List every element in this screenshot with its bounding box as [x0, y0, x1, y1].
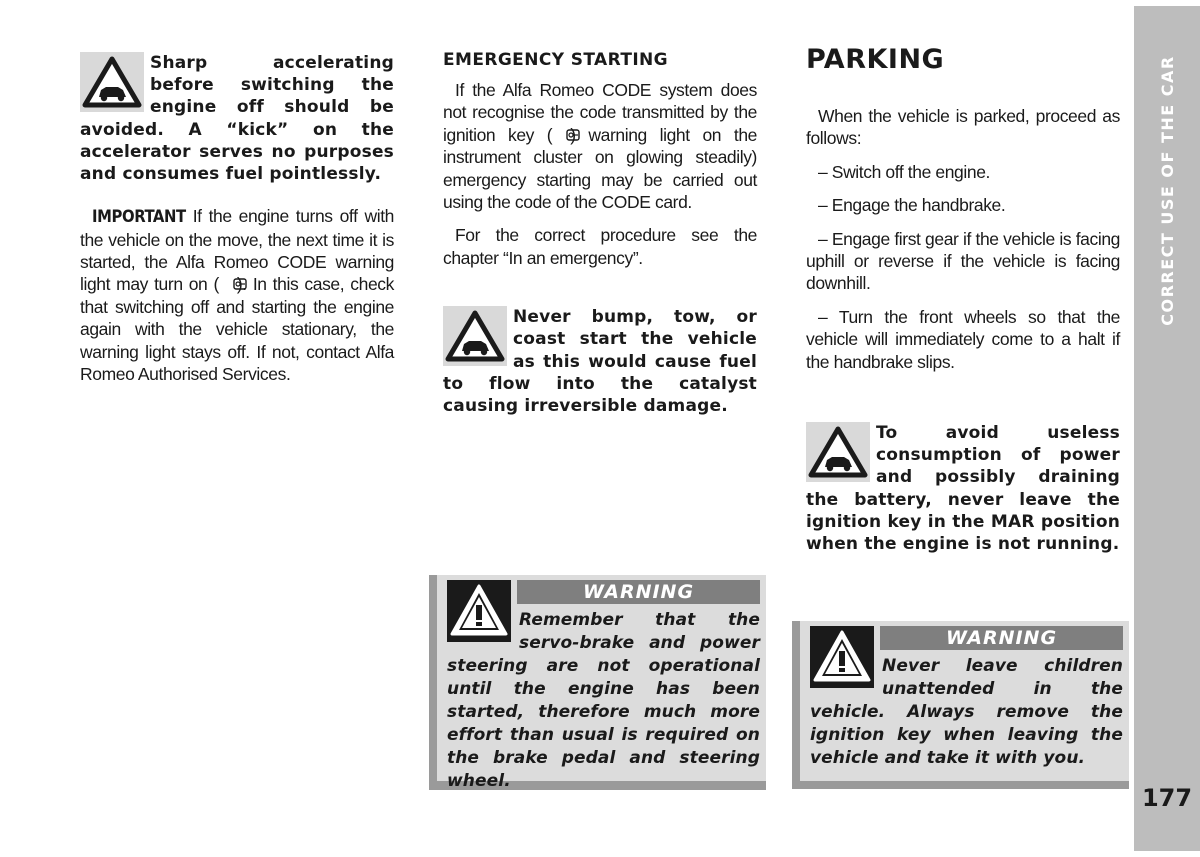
section-title-text: CORRECT USE OF THE CAR: [1157, 54, 1177, 326]
parking-step-3: – Engage first gear if the vehicle is facing uphill or reverse if the vehicle is facing downhill.: [806, 228, 1120, 294]
car-warning-icon: [806, 422, 870, 482]
column-3: [806, 44, 1120, 555]
warning-box-servo: [437, 575, 766, 791]
emergency-paragraph-1: [443, 79, 757, 213]
emergency-paragraph-2: For the correct procedure see the chapter “In an emergency”.: [443, 225, 757, 268]
catalyst-note: [443, 306, 757, 417]
page-number: 177: [1141, 784, 1193, 812]
column-2: [443, 50, 757, 417]
parking-heading: PARKING: [806, 44, 945, 75]
section-title: [1149, 40, 1185, 340]
code-light-icon: [219, 275, 237, 291]
warning-title: WARNING: [517, 580, 760, 604]
warning-box-children: [800, 621, 1129, 781]
important-paragraph: [80, 205, 394, 385]
warning-text-body: Never leave children unattended in the vehicle. Always remove the ignition key when leaving the vehicle and take it with you.: [810, 656, 1123, 768]
warning-triangle-icon: [810, 626, 874, 688]
code-light-icon: [552, 126, 570, 142]
warning-triangle-icon: [447, 580, 511, 642]
parking-intro: When the vehicle is parked, proceed as follows:: [806, 106, 1120, 149]
important-text: If the engine turns off with the vehicle on the move, the next time it is started, the Alfa Romeo CODE warning light may turn on (: [80, 206, 394, 295]
important-text-2: ). In this case, check that switching off and starting the engine again with the vehicle stationary, the warning light stays off. If not, contact Alfa Romeo Authorised Services.: [80, 274, 394, 385]
battery-note-text: To avoid useless consumption of power and possibly draining the battery, never leave the ignition key in the MAR position when the engine is not running.: [806, 423, 1120, 555]
catalyst-note-text: Never bump, tow, or coast start the vehicle as this would cause fuel to flow into the catalyst causing irreversible damage.: [443, 307, 757, 417]
warning-text: [447, 580, 760, 793]
emergency-text-a: If the Alfa Romeo CODE system does not recognise the code transmitted by the ignition key (: [443, 80, 757, 145]
parking-step-4: – Turn the front wheels so that the vehicle will immediately come to a halt if the handbrake slips.: [806, 306, 1120, 372]
column-1: [80, 52, 394, 385]
fuel-note: [80, 52, 394, 185]
emergency-text-b: ) warning light on the instrument cluster on glowing steadily) emergency starting may be carried out using the code of the CODE card.: [443, 124, 757, 213]
important-label: IMPORTANT: [92, 207, 186, 227]
parking-step-1: – Switch off the engine.: [818, 161, 991, 182]
battery-note: [806, 422, 1120, 555]
warning-title: WARNING: [880, 626, 1123, 650]
fuel-note-text: Sharp accelerating before switching the engine off should be avoided. A “kick” on the accelerator serves no purposes and consumes fuel pointlessly.: [80, 53, 394, 185]
warning-text-body: Remember that the servo-brake and power steering are not operational until the engine has been started, therefore much more effort than usual is required on the brake pedal and steering wheel.: [447, 610, 760, 791]
car-warning-icon: [443, 306, 507, 366]
car-warning-icon: [80, 52, 144, 112]
parking-step-2: – Engage the handbrake.: [818, 195, 1006, 216]
emergency-starting-heading: EMERGENCY STARTING: [443, 50, 669, 70]
